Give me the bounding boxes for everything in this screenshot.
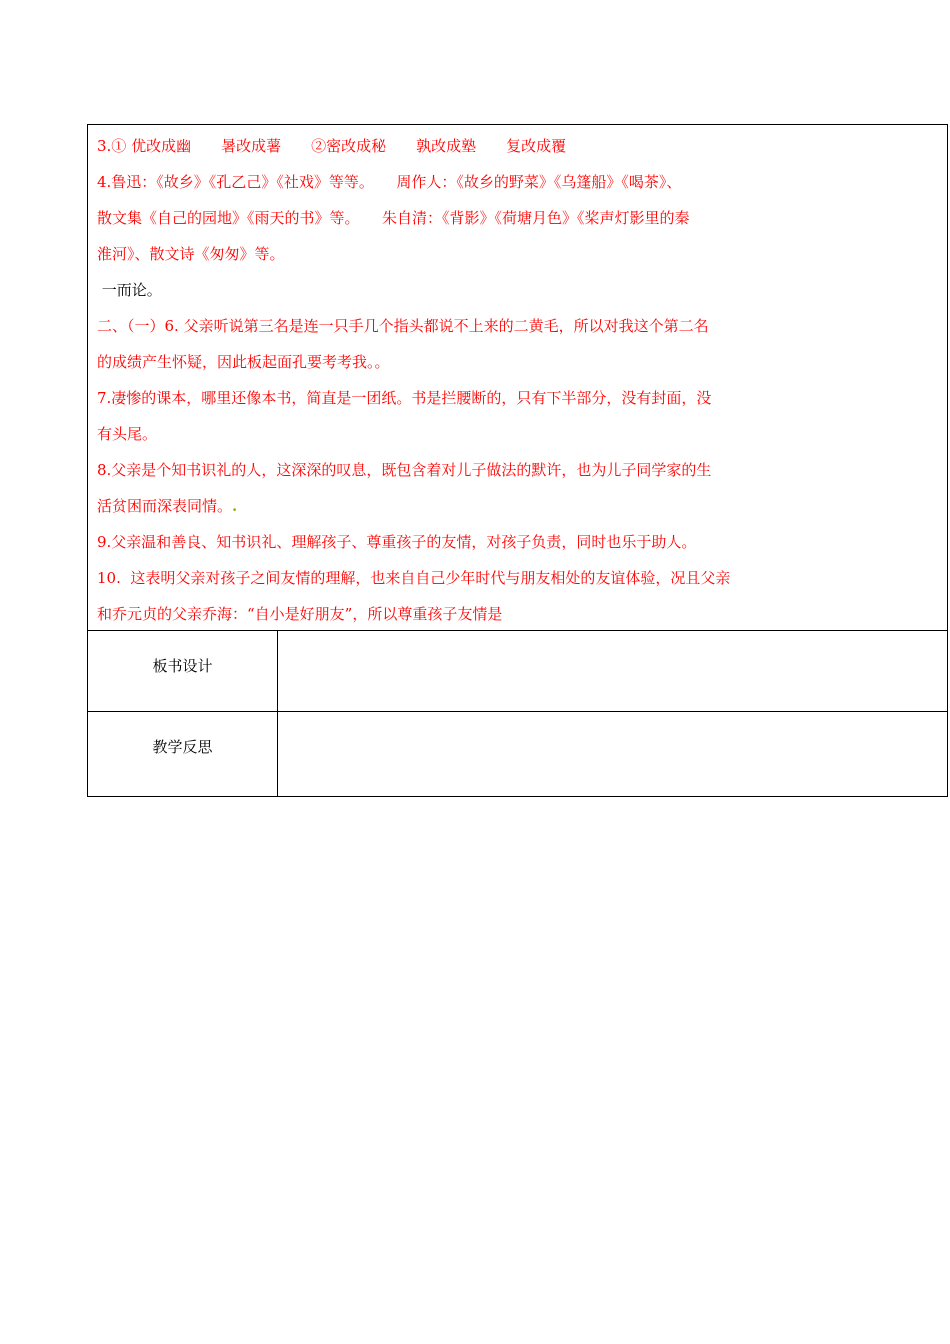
- answer-line-8: 7.凄惨的课本，哪里还像本书，简直是一团纸。书是拦腰断的，只有下半部分，没有封面，没: [97, 389, 712, 407]
- answer-line-9: 有头尾。: [97, 425, 158, 443]
- answer-line-11-text: 活贫困而深表同情。: [97, 497, 233, 515]
- answer-line-13: 10. 这表明父亲对孩子之间友情的理解，也来自自己少年时代与朋友相处的友谊体验，况且父亲: [97, 569, 731, 587]
- board-design-content: [278, 631, 947, 711]
- answer-line-14: 和乔元贞的父亲乔海：“自小是好朋友”，所以尊重孩子友情是: [97, 605, 503, 623]
- answer-line-7: 的成绩产生怀疑，因此板起面孔要考考我。。: [97, 353, 390, 371]
- lesson-plan-table: [87, 124, 948, 797]
- teaching-reflection-label: 教学反思: [88, 712, 278, 796]
- answer-line-2: 4.鲁迅：《故乡》《孔乙己》《社戏》等等。 周作人：《故乡的野菜》《乌篷船》《喝茶》、: [97, 173, 682, 191]
- answer-line-11: [97, 488, 947, 524]
- stray-dot: .: [232, 497, 238, 515]
- teaching-reflection-row: [88, 712, 947, 796]
- answer-line-10: 8.父亲是个知书识礼的人，这深深的叹息，既包含着对儿子做法的默许，也为儿子同学家的生: [97, 461, 712, 479]
- answer-line-1: 3.① 优改成幽 暑改成薯 ②密改成秘 孰改成塾 复改成覆: [97, 137, 567, 155]
- answer-line-12: 9.父亲温和善良、知书识礼、理解孩子、尊重孩子的友情，对孩子负责，同时也乐于助人。: [97, 533, 697, 551]
- answer-line-4: 淮河》、散文诗《匆匆》等。: [97, 245, 285, 263]
- answers-cell: [88, 125, 947, 631]
- teaching-reflection-content: [278, 712, 947, 796]
- board-design-row: [88, 631, 947, 712]
- board-design-label: 板书设计: [88, 631, 278, 711]
- answer-line-6: 二、（一）6. 父亲听说第三名是连一只手几个指头都说不上来的二黄毛，所以对我这个第二名: [97, 317, 709, 335]
- answer-line-3: 散文集《自己的园地》《雨天的书》等。 朱自清：《背影》《荷塘月色》《桨声灯影里的秦: [97, 209, 690, 227]
- answer-line-5: 一而论。: [97, 281, 162, 299]
